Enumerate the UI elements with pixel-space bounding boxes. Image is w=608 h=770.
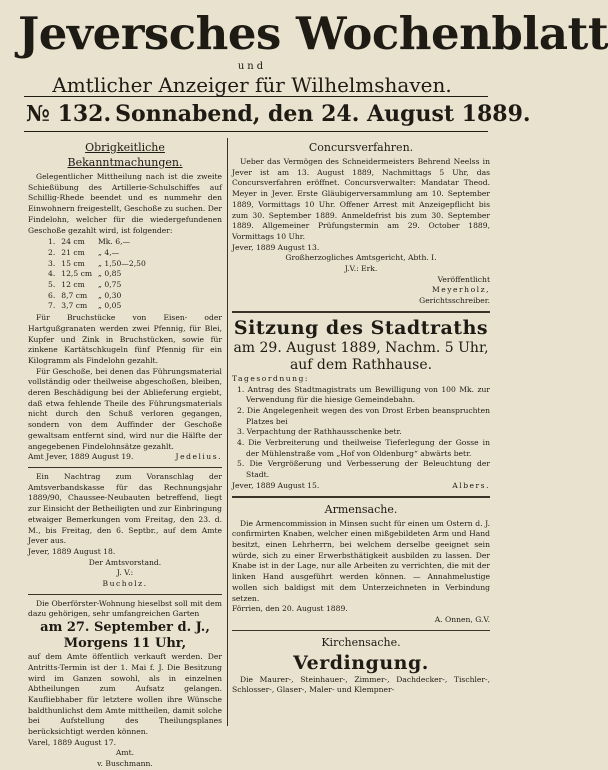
price-row bbox=[48, 291, 152, 302]
left-column bbox=[28, 140, 222, 770]
verdingung-title: Verdingung. bbox=[293, 651, 429, 674]
price-cell-mk: „ 4,— bbox=[98, 247, 120, 257]
veroff-role: Gerichtsschreiber. bbox=[419, 296, 490, 306]
bruch-notice: Für Bruchstücke von Eisen- oder Hartgußgranaten werden zwei Pfennig, für Blei, Kupfer und Zink in Bruchstücken, sowie für zinkene Kartätschkugeln fünf Pfennig für ein Kilogramm als Findelohn gezahlt. bbox=[28, 313, 222, 365]
concurs-iv: J.V.: Erk. bbox=[344, 264, 378, 274]
price-cell-n: 7. bbox=[48, 301, 56, 311]
rule-2 bbox=[28, 594, 222, 595]
sitzung-datefoot: Jever, 1889 August 15. Albers. bbox=[232, 480, 490, 490]
price-row bbox=[48, 237, 152, 248]
agenda-item: 5. Die Vergrößerung und Verbesserung der Beleuchtung der Stadt. bbox=[237, 459, 490, 480]
veroff-name: Meyerholz, bbox=[432, 285, 490, 295]
price-cell-size: 12,5 cm bbox=[61, 269, 93, 279]
concurs-notice: Ueber das Vermögen des Schneidermeisters Behrend Neelss in Jever ist am 13. August 1889, Nachmittags 5 Uhr, das Concursverfahren eröffnet. Concursverwalter: Mandatar Theod. Meyer in Jever. Erste Gläubigerversammlung am 10. September 1889, Vormittags 10 Uhr. Offener Arrest mit Anzeigepflicht bis zum 30. September 1889. Anmeldefrist bis zum 30. September 1889. Allgemeiner Prüfungstermin am 29. October 1889, Vormittags 10 Uhr. bbox=[232, 157, 490, 241]
agenda-list bbox=[232, 385, 490, 481]
price-cell-size: 8,7 cm bbox=[61, 290, 88, 300]
price-cell-mk: „ 0,85 bbox=[98, 269, 122, 279]
right-column bbox=[232, 140, 490, 696]
price-row bbox=[48, 248, 152, 259]
masthead-und: und bbox=[237, 61, 267, 72]
agenda-item: 4. Die Verbreiterung und theilweise Tieferlegung der Gosse in der Mühlenstraße vom „Hof von Oldenburg“ abwärts betr. bbox=[237, 438, 490, 458]
concurs-date: Jever, 1889 August 13. bbox=[232, 242, 320, 252]
kirchen-heading: Kirchensache. bbox=[321, 635, 401, 649]
vorstand: Der Amtsvorstand. bbox=[88, 557, 162, 567]
veroff: Veröffentlicht bbox=[437, 274, 490, 284]
sitzung-sign: Albers. bbox=[452, 480, 490, 490]
concurs-heading: Concursverfahren. bbox=[308, 141, 414, 154]
price-cell-n: 5. bbox=[48, 280, 56, 290]
ofo-time: Morgens 11 Uhr, bbox=[63, 636, 187, 652]
verdingung-notice: Die Maurer-, Steinhauer-, Zimmer-, Dachdecker-, Tischler-, Schlosser-, Glaser-, Maler- und Klempner- bbox=[232, 674, 490, 695]
tagesordnung: Tagesordnung: bbox=[232, 373, 309, 383]
price-table bbox=[48, 237, 152, 312]
armen-heading: Armensache. bbox=[324, 502, 398, 516]
vorstand-iv: J. V.: bbox=[116, 568, 134, 578]
geschosse-notice: Für Geschoße, bei denen das Führungsmaterial vollständig oder theilweise abgeschoßen, bleiben, deren Beschädigung bei der Ablieferung ergiebt, daß etwa fehlende Theile des Führungsmaterials nicht durch den Schuß verloren gegangen, sondern von dem Auffinder der Geschoße gewaltsam entfernt sind, wird nur die Hälfte der angegebenen Findelohnsätze gezahlt. bbox=[28, 366, 222, 451]
price-row bbox=[48, 301, 152, 312]
nachtrag-date: Jever, 1889 August 18. bbox=[28, 546, 116, 556]
price-row bbox=[48, 269, 152, 280]
issue-line bbox=[24, 96, 531, 132]
ofo-notice-2: auf dem Amte öffentlich verkauft werden. Der Antritts-Termin ist der 1. Mai f. J. Die Besitzung wird im Ganzen sowohl, als in einzelnen Abtheilungen zum Aufsatz gelangen. Kaufliebhaber für letztere wollen ihre Wünsche baldthunlichst dem Amte mittheilen, damit solche bei Aufstellung des Theilungsplanes berücksichtigt werden können. bbox=[28, 652, 222, 737]
amt-sign: Jedelius. bbox=[175, 452, 222, 462]
vorstand-sign: Bucholz. bbox=[102, 579, 148, 589]
armen-notice: Die Armencommission in Minsen sucht für einen um Ostern d. J. confirmirten Knaben, welcher einen mißgebildeten Arm und Hand besitzt, einen Lehrherrn, bei welchem derselbe geeignet sein würde, sich zu einer Erwerbsthätigkeit ausbilden zu lassen. Der Knabe ist in der Lage, nur alle Arbeiten zu verrichten, die mit der linken Hand ausgeführt werden können. — Annahmelustige wollen sich baldigst mit dem Unterzeichneten in Verbindung setzen. bbox=[232, 518, 490, 603]
price-row bbox=[48, 259, 152, 270]
schiff-notice: Gelegentlicher Mittheilung nach ist die zweite Schießübung des Artillerie-Schulschiffes auf Schillig-Rhede beendet und es nummehr den Einwohnern freigestellt, Geschoße zu suchen. Der Findelohn, welcher für die wiedergefundenen Geschoße gezahlt wird, ist folgender: bbox=[28, 172, 222, 235]
amt-date: Amt Jever, 1889 August 19. Jedelius. bbox=[28, 452, 222, 462]
price-cell-size: 24 cm bbox=[61, 237, 85, 247]
rule-3 bbox=[232, 311, 490, 313]
official-heading: Obrigkeitliche Bekanntmachungen. bbox=[67, 141, 183, 169]
issue-number: № 132. bbox=[26, 101, 112, 127]
price-cell-size: 3,7 cm bbox=[61, 301, 88, 311]
column-divider bbox=[227, 138, 228, 726]
ofo-notice: Die Oberförster-Wohnung hieselbst soll mit dem dazu gehörigen, sehr umfangreichen Garten bbox=[28, 598, 222, 619]
rule-4 bbox=[232, 496, 490, 498]
price-cell-n: 6. bbox=[48, 290, 56, 300]
price-cell-mk: „ 0,05 bbox=[98, 301, 122, 311]
price-cell-mk: Mk. 6,— bbox=[98, 237, 131, 247]
masthead-title: Jeversches Wochenblatt bbox=[18, 7, 608, 60]
concurs-court: Großherzogliches Amtsgericht, Abth. I. bbox=[285, 253, 437, 263]
nachtrag-notice: Ein Nachtrag zum Voranschlag der Amtsverbandskasse für das Rechnungsjahr 1889/90, Chaussee-Neubauten betreffend, liegt zur Einsicht der Betheiligten und zur Einbringung etwaiger Bemerkungen vom Freitag, den 23. d. M., bis Freitag, den 6. Septbr., auf dem Amte Jever aus. bbox=[28, 471, 222, 546]
issue-date: Sonnabend, den 24. August 1889. bbox=[115, 101, 531, 127]
price-cell-n: 1. bbox=[48, 237, 56, 247]
ofo-amt: Amt. bbox=[115, 748, 135, 758]
armen-sign: A. Onnen, G.V. bbox=[434, 614, 490, 624]
agenda-item: 1. Antrag des Stadtmagistrats um Bewilligung von 100 Mk. zur Verwendung für die hiesige Gemeindebahn. bbox=[237, 384, 490, 405]
price-cell-size: 15 cm bbox=[61, 258, 85, 268]
sitzung-place: auf dem Rathhause. bbox=[289, 356, 433, 373]
agenda-item: 3. Verpachtung der Rathhausschenke betr. bbox=[237, 427, 402, 437]
price-cell-n: 3. bbox=[48, 258, 56, 268]
price-row bbox=[48, 280, 152, 291]
price-cell-mk: „ 1,50—2,50 bbox=[98, 258, 146, 268]
price-cell-mk: „ 0,30 bbox=[98, 290, 122, 300]
ofo-date: am 27. September d. J., bbox=[40, 620, 210, 636]
price-cell-n: 4. bbox=[48, 269, 56, 279]
price-cell-size: 12 cm bbox=[61, 280, 85, 290]
agenda-item: 2. Die Angelegenheit wegen des von Drost Erben beanspruchten Platzes bei bbox=[237, 405, 490, 426]
rule-1 bbox=[28, 467, 222, 468]
price-cell-size: 21 cm bbox=[61, 247, 85, 257]
sitzung-title: Sitzung des Stadtraths bbox=[233, 316, 489, 339]
sitzung-date: am 29. August 1889, Nachm. 5 Uhr, bbox=[233, 339, 489, 356]
ofo-date-2: Varel, 1889 August 17. bbox=[28, 737, 116, 747]
rule-5 bbox=[232, 630, 490, 631]
ofo-sign: v. Buschmann. bbox=[97, 759, 153, 769]
price-cell-mk: „ 0,75 bbox=[98, 280, 122, 290]
price-cell-n: 2. bbox=[48, 247, 56, 257]
armen-date: Förrien, den 20. August 1889. bbox=[232, 604, 348, 614]
masthead-subtitle: Amtlicher Anzeiger für Wilhelmshaven. bbox=[52, 73, 452, 97]
